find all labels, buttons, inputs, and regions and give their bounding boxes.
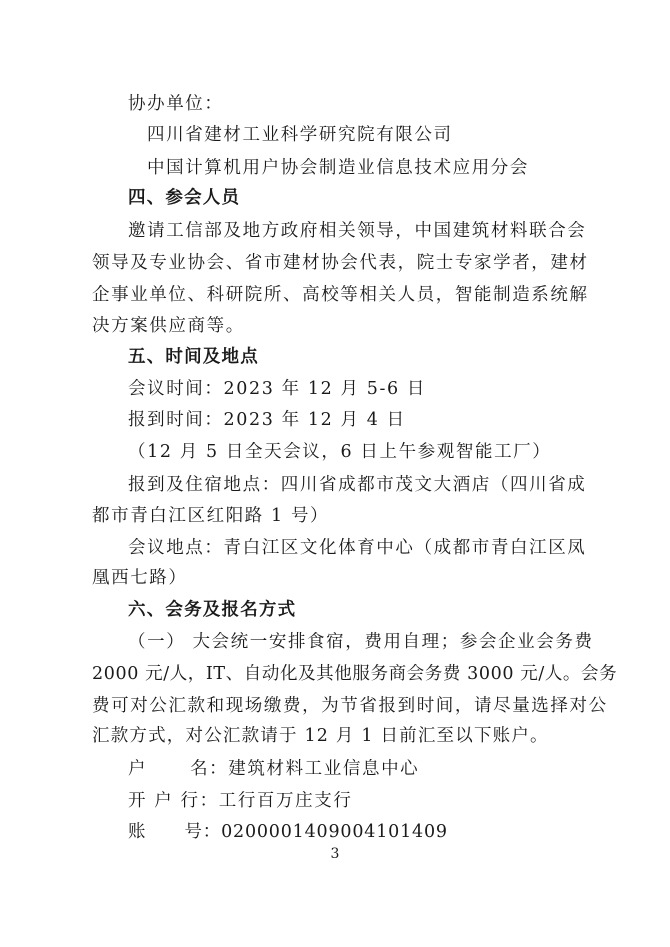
venue-location: 会议地点：青白江区文化体育中心（成都市青白江区凤 bbox=[128, 538, 587, 558]
paragraph-line: （一） 大会统一安排食宿，费用自理；参会企业会务费 bbox=[128, 632, 594, 652]
paragraph-line: 汇款方式，对公汇款请于 12 月 1 日前汇至以下账户。 bbox=[92, 726, 549, 746]
meeting-time: 会议时间：2023 年 12 月 5-6 日 bbox=[128, 379, 426, 399]
co-organizer-label: 协办单位： bbox=[128, 94, 224, 114]
paragraph-line: 费可对公汇款和现场缴费，为节省报到时间，请尽量选择对公 bbox=[92, 696, 608, 716]
paragraph-line: 领导及专业协会、省市建材协会代表，院士专家学者，建材 bbox=[92, 253, 589, 273]
venue-location: 凰西七路） bbox=[92, 568, 188, 588]
bank-name: 开 户 行：工行百万庄支行 bbox=[128, 791, 353, 811]
paragraph-line: 2000 元/人，IT、自动化及其他服务商会务费 3000 元/人。会务 bbox=[92, 664, 618, 684]
lodging-location: 报到及住宿地点：四川省成都市茂文大酒店（四川省成 bbox=[128, 475, 587, 495]
section-heading-registration: 六、会务及报名方式 bbox=[128, 600, 297, 620]
section-heading-attendees: 四、参会人员 bbox=[128, 188, 241, 208]
co-organizer-item: 四川省建材工业科学研究院有限公司 bbox=[147, 125, 453, 145]
page-number: 3 bbox=[330, 846, 340, 862]
account-number: 账 号：0200001409004101409 bbox=[128, 822, 448, 842]
paragraph-line: 邀请工信部及地方政府相关领导，中国建筑材料联合会 bbox=[128, 221, 587, 241]
co-organizer-item: 中国计算机用户协会制造业信息技术应用分会 bbox=[147, 158, 529, 178]
schedule-note: （12 月 5 日全天会议，6 日上午参观智能工厂） bbox=[128, 442, 552, 462]
lodging-location: 都市青白江区红阳路 1 号） bbox=[92, 506, 330, 526]
section-heading-time-place: 五、时间及地点 bbox=[128, 347, 259, 367]
paragraph-line: 决方案供应商等。 bbox=[92, 316, 245, 336]
checkin-time: 报到时间：2023 年 12 月 4 日 bbox=[128, 410, 406, 430]
account-name: 户 名：建筑材料工业信息中心 bbox=[128, 759, 420, 779]
paragraph-line: 企事业单位、科研院所、高校等相关人员，智能制造系统解 bbox=[92, 285, 589, 305]
